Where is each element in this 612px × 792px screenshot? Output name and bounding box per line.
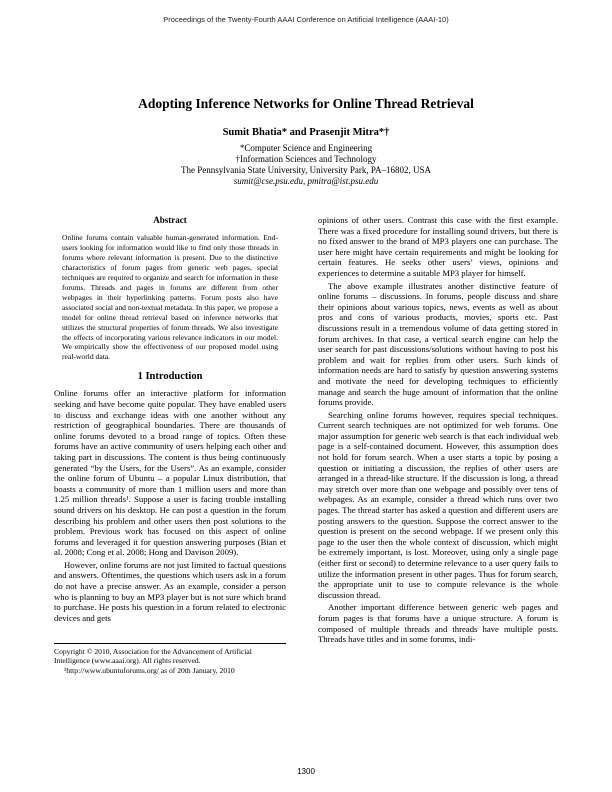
affiliation-ist: †Information Sciences and Technology [235,154,377,164]
authors-line: Sumit Bhatia* and Prasenjit Mitra*† [222,127,390,138]
abstract-text: Online forums contain valuable human-generated information. End-users looking for information would like to find only those threads in forums where relevant information is present. Due to the distinctive characteristics of forum pages from generic web pages, special techniques are required to organize and search for information in these forums. Threads and pages in forums are different from other webpages in their hyperlinking patterns. Forum posts also have associated social and non-textual metadata. In this paper, we propose a model for online thread retrieval based on inference networks that utilizes the structural properties of forum threads. We also investigate the effects of incorporating various relevance indicators in our model. We empirically show the effectiveness of our proposed model using real-world data. [62,233,278,362]
abstract-heading: Abstract [153,215,187,225]
right-paragraph-3: Searching online forums however, requires special techniques. Current search techniques are not optimized for web forums. One major assumption for generic web search is that each individual web page is a self-contained document. However, this assumption does not hold for forum search. When a user starts a topic by posing a question or initiating a discussion, the replies of other users are arranged in a thread-like structure. If the discussion is long, a thread may stretch over more than one webpage and possibly over tens of webpages. As an example, consider a thread which runs over two pages. The thread starter has asked a question and different users are posting answers to the question. Suppose the correct answer to the question is present on the second webpage. If we present only this page to the user then the whole context of discussion, which might be extremely important, is lost. Moreover, using only a single page (either first or second) to determine relevance to a user query fails to utilize the information present in other pages. Thus for forum search, the appropriate unit to use to compute relevance is the whole discussion thread. [318,409,558,600]
left-column [54,215,286,623]
footnote-area [54,643,286,675]
paper-title: Adopting Inference Networks for Online Thread Retrieval [138,96,474,111]
right-paragraph-2: The above example illustrates another distinctive feature of online forums – discussions. In forums, people discuss and share their opinions about various topics, news, events as well as about pros and cons of various products, movies, sports etc. Past discussions result in a tremendous volume of data getting stored in forum archives. In that case, a vertical search engine can help the user search for past discussions/solutions without having to post his problem and wait for replies from other users. Such kinds of information needs are hard to satisfy by question answering systems and motivate the need for developing techniques to efficiently manage and search the huge amount of information that the online forums provide. [318,280,558,408]
proceedings-header: Proceedings of the Twenty-Fourth AAAI Conference on Artificial Intelligence (AAAI-10) [163,15,449,24]
affiliation-cse: *Computer Science and Engineering [239,143,373,153]
right-column [318,215,558,645]
intro-paragraph-1: Online forums offer an interactive platform for information seeking and have become quite popular. They have enabled users to discuss and exchange ideas with one another without any restriction of geographical boundaries. There are thousands of online forums devoted to a broad range of topics. Often these forums have an active community of users helping each other and taking part in discussions. The content is thus being continuously generated “by the Users, for the Users”. As an example, consider the online forum of Ubuntu – a popular Linux distribution, that boasts a community of more than 1 million users and more than 1.25 million threads¹. Suppose a user is facing trouble installing sound drivers on his desktop. He can post a question in the forum describing his problem and other users then post solutions to the problem. Previous work has focused on this aspect of online forums and leveraged it for question answering purposes (Bian et al. 2008; Cong et al. 2008; Hong and Davison 2009). [54,388,286,558]
affiliation-university: The Pennsylvania State University, University Park, PA–16802, USA [180,165,432,175]
right-paragraph-1: opinions of other users. Contrast this case with the first example. There was a fixed procedure for installing sound drivers, but there is no fixed answer to the brand of MP3 players one can purchase. The user here might have certain requirements and might be looking for certain features. He seeks other users’ views, opinions and experiences to determine a suitable MP3 player for himself. [318,215,558,278]
author-emails: sumit@cse.psu.edu, pmitra@ist.psu.edu [233,176,379,186]
intro-paragraph-2: However, online forums are not just limited to factual questions and answers. Oftentimes, the questions which users ask in a forum do not have a precise answer. As an example, consider a person who is planning to buy an MP3 player but is not sure which brand to purchase. He posts his question in a forum related to electronic devices and gets [54,559,286,623]
page-number: 1300 [297,767,315,776]
right-paragraph-4: Another important difference between generic web pages and forum pages is that forums have a unique structure. A forum is composed of multiple threads and threads have multiple posts. Threads have titles and in some forums, indi- [318,602,558,645]
copyright-notice: Copyright © 2010, Association for the Advancement of Artificial Intelligence (www.aaai.org). All rights reserved. [54,647,252,666]
section-introduction-heading: 1 Introduction [137,371,203,383]
footnote-1: ¹http://www.ubuntuforums.org/ as of 20th January, 2010 [64,665,235,675]
